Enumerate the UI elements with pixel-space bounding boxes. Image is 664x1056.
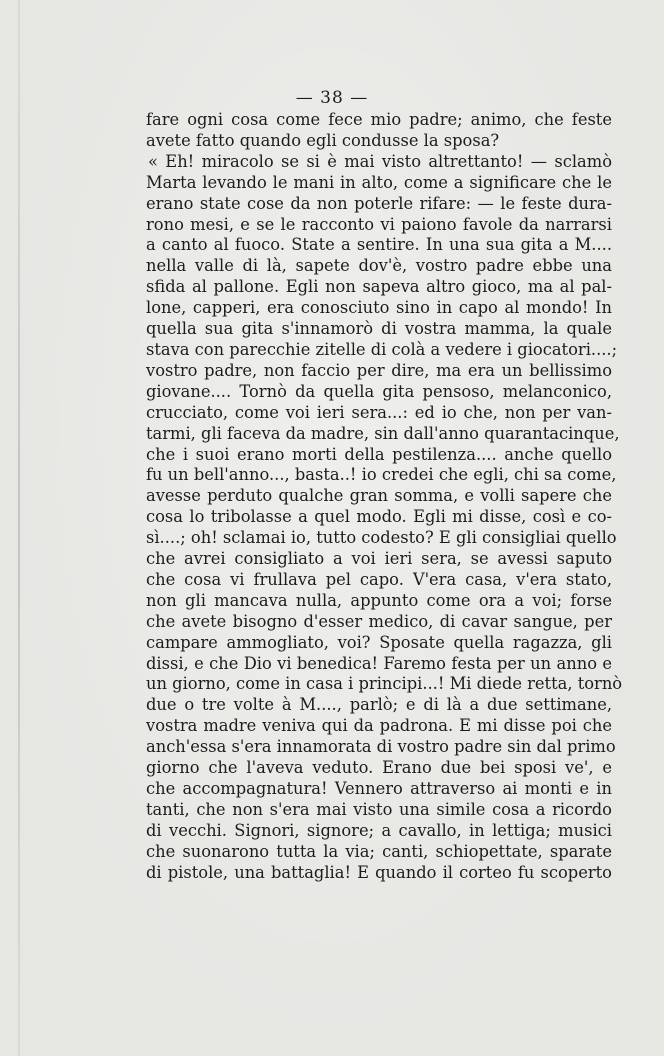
text-line: stava con parecchie zitelle di colà a vedere i giocatori....; (146, 339, 618, 359)
text-line: Marta levando le mani in alto, come a significare che le (146, 172, 612, 192)
text-line: che avrei consigliato a voi ieri sera, se avessi saputo (146, 549, 612, 569)
text-line: fare ogni cosa come fece mio padre; animo, che feste (146, 110, 612, 129)
text-line: sì....; oh! sclamai io, tutto codesto? E gli consigliai quello (146, 528, 617, 548)
text-line: che suonarono tutta la via; canti, schiopettate, sparate (146, 841, 612, 861)
text-line: a canto al fuoco. State a sentire. In una sua gita a M.... (146, 235, 612, 255)
page-number: — 38 — (295, 88, 369, 108)
text-line: avete fatto quando egli condusse la sposa? (146, 130, 500, 150)
text-line: che cosa vi frullava pel capo. V'era casa, v'era stato, (146, 569, 612, 589)
text-line: vostro padre, non faccio per dire, ma era un bellissimo (146, 360, 612, 380)
text-line: avesse perduto qualche gran somma, e volli sapere che (146, 486, 612, 506)
text-line: che i suoi erano morti della pestilenza.... anche quello (146, 444, 612, 464)
text-line: che accompagnatura! Vennero attraverso ai monti e in (146, 779, 612, 798)
text-line: nella valle di là, sapete dov'è, vostro padre ebbe una (146, 256, 612, 276)
text-line: di vecchi. Signori, signore; a cavallo, in lettiga; musici (146, 820, 612, 840)
text-line: cosa lo tribolasse a quel modo. Egli mi disse, così e co- (146, 507, 612, 527)
text-line: campare ammogliato, voi? Sposate quella ragazza, gli (146, 632, 612, 652)
text-line: lone, capperi, era conosciuto sino in capo al mondo! In (146, 298, 612, 318)
text-line: sfida al pallone. Egli non sapeva altro gioco, ma al pal- (146, 277, 612, 297)
text-line: giovane.... Tornò da quella gita pensoso, melanconico, (146, 381, 612, 401)
text-line: dissi, e che Dio vi benedica! Faremo festa per un anno e (146, 653, 612, 673)
text-line: che avete bisogno d'esser medico, di cavar sangue, per (146, 611, 612, 631)
text-line: rono mesi, e se le racconto vi paiono favole da narrarsi (146, 214, 612, 234)
text-line: due o tre volte à M...., parlò; e di là a due settimane, (146, 695, 612, 715)
text-line: crucciato, come voi ieri sera...: ed io che, non per van- (146, 402, 612, 422)
text-line: tanti, che non s'era mai visto una simile cosa a ricordo (146, 799, 612, 819)
text-line: di pistole, una battaglia! E quando il corteo fu scoperto (146, 862, 612, 882)
text-line: « Eh! miracolo se si è mai visto altrettanto! — sclamò (148, 151, 612, 171)
text-line: fu un bell'anno..., basta..! io credei che egli, chi sa come, (146, 465, 617, 485)
text-line: tarmi, gli faceva da madre, sin dall'anno quarantacinque, (146, 423, 620, 443)
body-text (146, 110, 623, 884)
text-line: un giorno, come in casa i principi...! Mi diede retta, tornò (146, 674, 623, 694)
text-line: erano state cose da non poterle rifare: — le feste dura- (146, 193, 612, 213)
text-line: giorno che l'aveva veduto. Erano due bei sposi ve', e (146, 758, 612, 778)
text-line: vostra madre veniva qui da padrona. E mi disse poi che (146, 716, 612, 736)
page-edge-shadow (18, 0, 20, 1056)
text-line: anch'essa s'era innamorata di vostro padre sin dal primo (146, 737, 616, 757)
text-line: non gli mancava nulla, appunto come ora a voi; forse (146, 590, 612, 610)
text-line: quella sua gita s'innamorò di vostra mamma, la quale (146, 319, 612, 339)
